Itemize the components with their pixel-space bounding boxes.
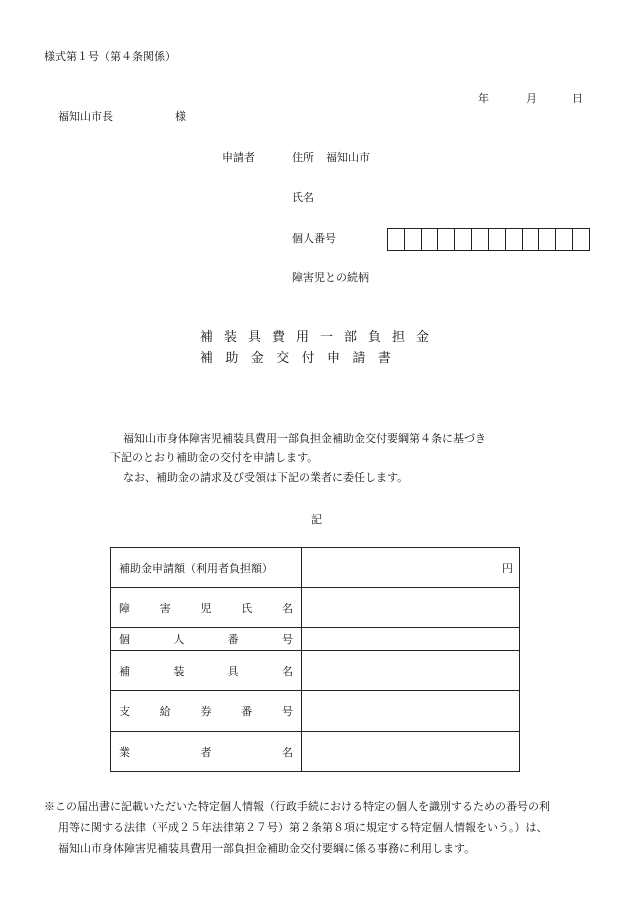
address-label: 住所 <box>292 151 314 164</box>
voucher-number-label <box>119 703 293 719</box>
label-char: 障 <box>119 601 130 615</box>
note-line-2: 用等に関する法律（平成２５年法律第２７号）第２条第８項に規定する特定個人情報をいう。）は、 <box>58 821 548 834</box>
addressee-name: 福知山市長 <box>58 110 113 123</box>
digit-cell[interactable] <box>455 229 472 250</box>
label-char: 番 <box>241 705 253 718</box>
table-row <box>111 651 520 691</box>
note-line-3: 福知山市身体障害児補装具費用一部負担金補助金交付要綱に係る事務に利用します。 <box>58 842 476 855</box>
child-name-input-cell[interactable] <box>302 588 520 628</box>
label-char: 業 <box>119 745 130 759</box>
child-number-label <box>119 631 293 647</box>
note-line-1: ※この届出書に記載いただいた特定個人情報（行政手続における特定の個人を識別するための番号の利 <box>44 800 550 813</box>
label-char: 者 <box>200 745 212 759</box>
form-number: 様式第１号（第４条関係） <box>44 50 176 63</box>
child-name-label-cell <box>111 588 302 628</box>
label-char: 支 <box>119 705 130 718</box>
device-name-label-cell <box>111 651 302 691</box>
addressee-honorific: 様 <box>175 110 186 123</box>
digit-cell[interactable] <box>388 229 405 250</box>
ki-heading: 記 <box>311 513 322 526</box>
table-row <box>111 691 520 732</box>
label-char: 氏 <box>241 601 253 615</box>
label-char: 装 <box>173 664 185 678</box>
title-text-2: 補助金交付申請書 <box>200 351 404 366</box>
body-line-1: 福知山市身体障害児補装具費用一部負担金補助金交付要綱第４条に基づき <box>123 432 486 445</box>
applicant-personal-number-boxes[interactable] <box>387 228 590 251</box>
label-char: 補 <box>119 664 130 678</box>
relation-label: 障害児との続柄 <box>292 271 369 284</box>
digit-cell[interactable] <box>489 229 506 250</box>
table-row <box>111 548 520 588</box>
date-month-label: 月 <box>526 92 537 105</box>
voucher-number-label-cell <box>111 691 302 732</box>
personal-number-label: 個人番号 <box>292 232 336 245</box>
privacy-note <box>44 796 604 859</box>
amount-input-cell[interactable] <box>302 548 520 588</box>
label-char: 号 <box>282 705 293 718</box>
label-char: 児 <box>200 601 212 615</box>
device-name-input-cell[interactable] <box>302 651 520 691</box>
amount-label-cell <box>111 548 302 588</box>
digit-cell[interactable] <box>438 229 455 250</box>
label-char: 害 <box>159 601 171 615</box>
title-line-1 <box>200 330 441 346</box>
digit-cell[interactable] <box>472 229 489 250</box>
table-row <box>111 732 520 772</box>
digit-cell[interactable] <box>422 229 439 250</box>
digit-cell[interactable] <box>405 229 422 250</box>
date-year-label: 年 <box>478 92 489 105</box>
label-char: 号 <box>281 633 293 646</box>
digit-cell[interactable] <box>506 229 523 250</box>
label-char: 給 <box>159 705 171 718</box>
child-number-input-cell[interactable] <box>302 628 520 651</box>
child-name-label <box>119 600 293 616</box>
digit-cell[interactable] <box>539 229 556 250</box>
digit-cell[interactable] <box>523 229 540 250</box>
label-char: 名 <box>281 664 293 678</box>
title-text-1: 補装具費用一部負担金 <box>200 330 441 345</box>
vendor-name-input-cell[interactable] <box>302 732 520 772</box>
vendor-name-label <box>119 744 293 760</box>
application-table <box>110 547 520 772</box>
label-char: 名 <box>282 601 293 615</box>
digit-cell[interactable] <box>573 229 589 250</box>
digit-cell[interactable] <box>556 229 573 250</box>
label-char: 具 <box>227 664 239 678</box>
voucher-number-input-cell[interactable] <box>302 691 520 732</box>
label-char: 人 <box>173 633 185 646</box>
label-char: 個 <box>119 633 130 646</box>
body-line-3: なお、補助金の請求及び受領は下記の業者に委任します。 <box>123 471 409 484</box>
table-row <box>111 628 520 651</box>
child-number-label-cell <box>111 628 302 651</box>
title-line-2 <box>200 351 404 367</box>
label-char: 番 <box>227 633 239 646</box>
amount-label: 補助金申請額（利用者負担額） <box>119 561 273 575</box>
applicant-label: 申請者 <box>222 151 255 164</box>
address-value: 福知山市 <box>326 151 370 164</box>
device-name-label <box>119 663 293 679</box>
label-char: 券 <box>200 705 212 718</box>
table-row <box>111 588 520 628</box>
name-label: 氏名 <box>292 191 314 204</box>
label-char: 名 <box>282 745 293 759</box>
body-line-2: 下記のとおり補助金の交付を申請します。 <box>110 451 319 464</box>
yen-unit: 円 <box>502 561 513 575</box>
vendor-name-label-cell <box>111 732 302 772</box>
date-day-label: 日 <box>572 92 583 105</box>
